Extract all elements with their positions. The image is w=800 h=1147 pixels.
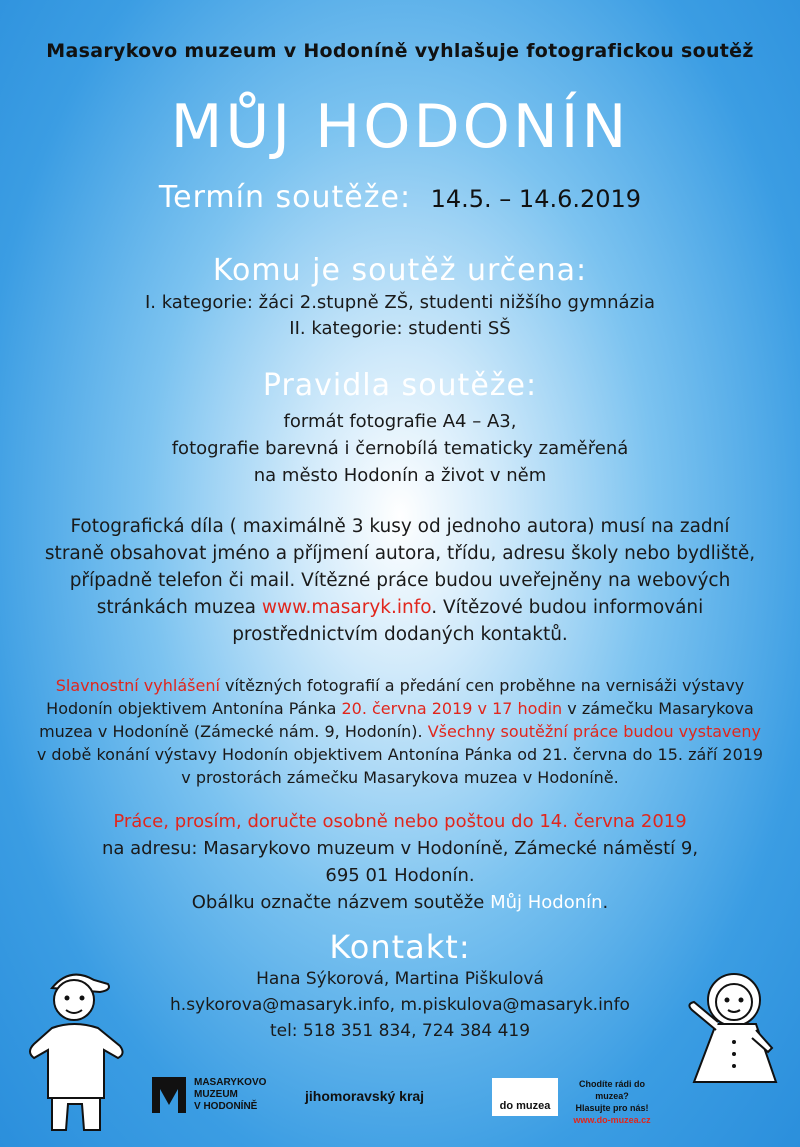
- museum-mark-icon: [150, 1075, 188, 1115]
- ceremony-date: 20. června 2019 v 17 hodin: [341, 699, 563, 718]
- pravidla-line-3: na město Hodonín a život v něm: [253, 465, 547, 486]
- submission-paragraph: [0, 513, 800, 648]
- envelope-line-end: .: [602, 892, 609, 913]
- museum-logo-line-2: MUZEUM: [194, 1089, 238, 1100]
- para2-line-5: v prostorách zámečku Masarykova muzea v Hodoníně.: [181, 768, 619, 787]
- term-label: Termín soutěže:: [158, 180, 412, 215]
- para1-line-4-end: . Vítězové budou informováni: [431, 597, 704, 618]
- delivery-paragraph: [0, 808, 800, 916]
- envelope-line: [0, 889, 800, 916]
- domuzea-logo: [492, 1078, 558, 1116]
- para2-line-2-start: Hodonín objektivem Antonína Pánka: [46, 699, 342, 718]
- website-link[interactable]: www.masaryk.info: [261, 597, 432, 618]
- contest-name: Můj Hodonín: [490, 892, 603, 913]
- komu-heading: Komu je soutěž určena:: [212, 253, 588, 288]
- domuzea-logo-text: do muzea: [499, 1100, 551, 1112]
- pravidla-line-1: formát fotografie A4 – A3,: [283, 411, 517, 432]
- domuzea-claim-2: Hlasujte pro nás!: [575, 1103, 649, 1113]
- contact-heading: Kontakt:: [329, 928, 471, 966]
- envelope-line-start: Obálku označte názvem soutěže: [191, 892, 491, 913]
- para2-line-1-rest: vítězných fotografií a předání cen proběhne na vernisáži výstavy: [219, 676, 745, 695]
- museum-logo-line-3: V HODONÍNĚ: [194, 1101, 258, 1112]
- komu-line-2: II. kategorie: studenti SŠ: [289, 318, 511, 339]
- region-logo: jihomoravský kraj: [305, 1088, 425, 1104]
- domuzea-claim: [562, 1078, 662, 1126]
- komu-block: [0, 290, 800, 342]
- para1-line-2: straně obsahovat jméno a příjmení autora, třídu, adresu školy nebo bydliště,: [44, 543, 756, 564]
- announcement-highlight: Slavnostní vyhlášení: [55, 676, 220, 695]
- para1-line-4: [0, 594, 800, 621]
- pravidla-heading: Pravidla soutěže:: [262, 368, 538, 403]
- contact-emails[interactable]: h.sykorova@masaryk.info, m.piskulova@masaryk.info: [170, 995, 630, 1015]
- contact-phones: tel: 518 351 834, 724 384 419: [269, 1021, 531, 1041]
- para2-line-4: v době konání výstavy Hodonín objektivem Antonína Pánka od 21. června do 15. září 2019: [36, 745, 764, 764]
- term-value: 14.5. – 14.6.2019: [430, 185, 642, 213]
- para2-line-3-start: muzea v Hodoníně (Zámecké nám. 9, Hodonín).: [39, 722, 428, 741]
- organizer-header: Masarykovo muzeum v Hodoníně vyhlašuje fotografickou soutěž: [46, 40, 754, 62]
- para2-line-2-end: v zámečku Masarykova: [562, 699, 754, 718]
- address-line-1: na adresu: Masarykovo muzeum v Hodoníně, Zámecké náměstí 9,: [101, 838, 699, 859]
- para2-line-3: [0, 720, 800, 743]
- pravidla-block: [0, 408, 800, 489]
- address-line-2: 695 01 Hodonín.: [325, 865, 475, 886]
- contact-names: Hana Sýkorová, Martina Piškulová: [256, 969, 544, 989]
- boy-drawing-icon: [22, 958, 142, 1138]
- term-line: [0, 180, 800, 215]
- announcement-paragraph: [0, 674, 800, 789]
- girl-drawing-icon: [672, 958, 790, 1088]
- para1-line-1: Fotografická díla ( maximálně 3 kusy od jednoho autora) musí na zadní: [70, 516, 730, 537]
- para2-line-2: [0, 697, 800, 720]
- para2-line-1: [0, 674, 800, 697]
- domuzea-url[interactable]: www.do-muzea.cz: [573, 1115, 651, 1125]
- deadline-line: Práce, prosím, doručte osobně nebo poštou do 14. června 2019: [113, 811, 687, 832]
- museum-logo: [150, 1075, 266, 1115]
- komu-line-1: I. kategorie: žáci 2.stupně ZŠ, studenti nižšího gymnázia: [144, 292, 656, 313]
- exhibition-highlight: Všechny soutěžní práce budou vystaveny: [427, 722, 761, 741]
- museum-logo-line-1: MASARYKOVO: [194, 1077, 267, 1088]
- para1-line-3: případně telefon či mail. Vítězné práce budou uveřejněny na webových: [69, 570, 731, 591]
- para1-line-4-start: stránkách muzea: [96, 597, 262, 618]
- page-title: MŮJ HODONÍN: [170, 92, 630, 162]
- museum-logo-text: [194, 1077, 266, 1113]
- para1-line-5: prostřednictvím dodaných kontaktů.: [232, 624, 568, 645]
- domuzea-claim-1: Chodíte rádi do muzea?: [579, 1079, 645, 1101]
- pravidla-line-2: fotografie barevná i černobílá tematicky zaměřená: [171, 438, 629, 459]
